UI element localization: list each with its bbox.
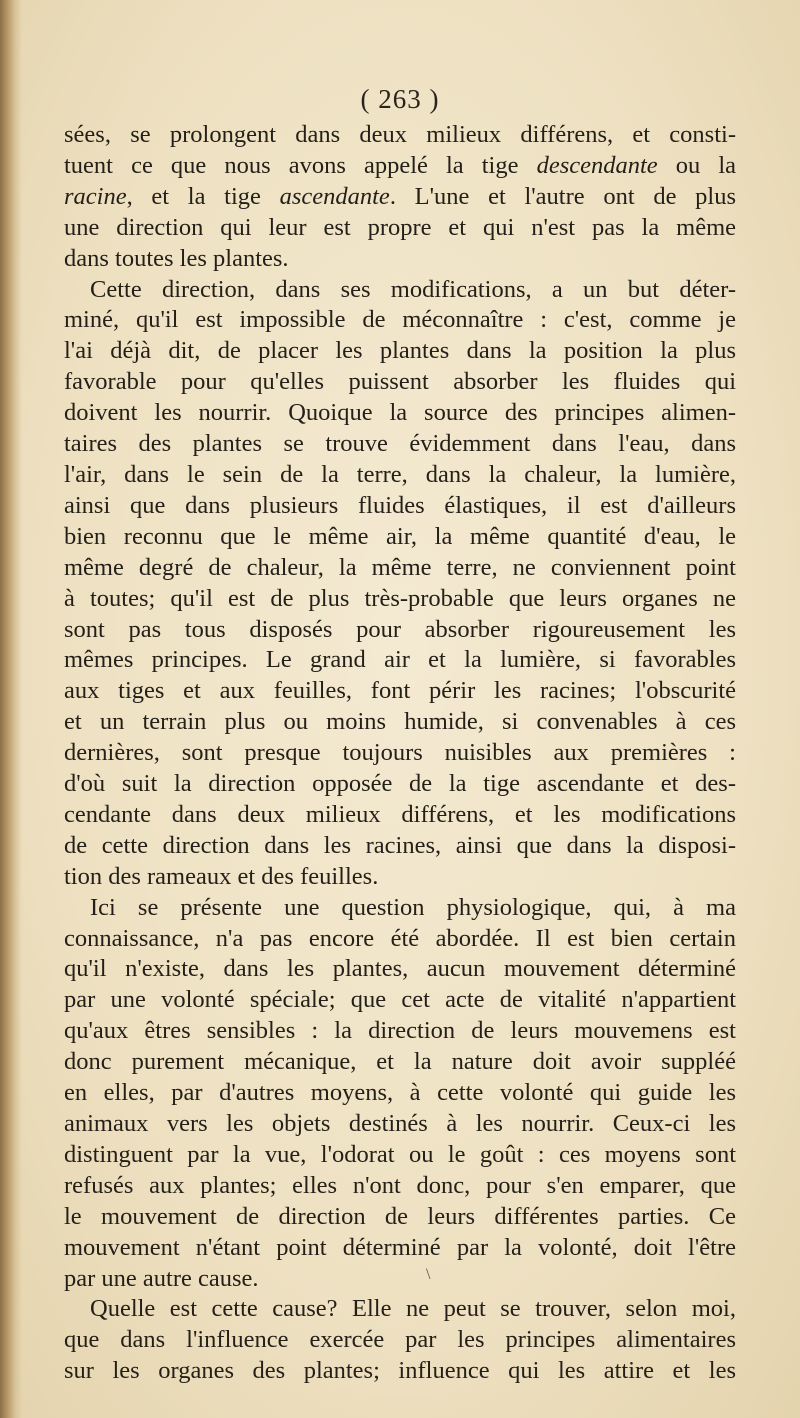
- text-span: par une volonté spéciale; que cet acte de vitalité n'appartient: [64, 986, 736, 1014]
- text-line-12: [64, 460, 736, 491]
- text-span: l'ai déjà dit, de placer les plantes dans la position la plus: [64, 337, 736, 365]
- text-span: et un terrain plus ou moins humide, si convenables à ces: [64, 708, 736, 736]
- text-span: doivent les nourrir. Quoique la source des principes alimen-: [64, 399, 736, 427]
- italic-term-ascendante: ascendante: [279, 182, 390, 210]
- text-span: bien reconnu que le même air, la même quantité d'eau, le: [64, 522, 736, 550]
- text-span: aux tiges et aux feuilles, font périr les racines; l'obscurité: [64, 677, 736, 705]
- text-line-8: [64, 336, 736, 367]
- text-span: cendante dans deux milieux différens, et les modifications: [64, 800, 736, 828]
- text-line-6: [64, 275, 736, 306]
- text-line-32: [64, 1078, 736, 1109]
- text-span: sées, se prolongent dans deux milieux différens, et consti-: [64, 121, 736, 148]
- text-span: , et la tige: [126, 182, 280, 210]
- text-line-16: [64, 584, 736, 615]
- text-line-27: [64, 924, 736, 955]
- text-span: ainsi que dans plusieurs fluides élastiques, il est d'ailleurs: [64, 491, 736, 519]
- text-span: . L'une et l'autre ont de plus: [389, 182, 736, 210]
- italic-term-descendante: descendante: [536, 151, 658, 179]
- text-line-14: [64, 522, 736, 553]
- text-line-3: [64, 182, 736, 213]
- text-span: distinguent par la vue, l'odorat ou le goût : ces moyens sont: [64, 1140, 736, 1168]
- text-line-25: [64, 862, 736, 893]
- text-span: mêmes principes. Le grand air et la lumière, si favorables: [64, 646, 736, 674]
- text-line-37: [64, 1233, 736, 1264]
- text-span: Ici se présente une question physiologique, qui, à ma: [90, 893, 736, 921]
- text-line-30: [64, 1016, 736, 1047]
- text-span: qu'aux êtres sensibles : la direction de leurs mouvemens est: [64, 1017, 736, 1045]
- text-line-31: [64, 1047, 736, 1078]
- text-span: tuent ce que nous avons appelé la tige: [64, 151, 519, 179]
- text-line-15: [64, 553, 736, 584]
- text-line-38: [64, 1264, 736, 1295]
- text-line-29: [64, 985, 736, 1016]
- text-line-13: [64, 491, 736, 522]
- page-binding-edge: [0, 0, 22, 1418]
- text-line-34: [64, 1140, 736, 1171]
- text-span: l'air, dans le sein de la terre, dans la chaleur, la lumière,: [64, 460, 736, 488]
- text-line-26: [64, 893, 736, 924]
- text-line-21: [64, 738, 736, 769]
- text-line-35: [64, 1171, 736, 1202]
- stray-ink-mark: \: [426, 1266, 431, 1283]
- text-line-40: [64, 1325, 736, 1356]
- text-line-36: [64, 1202, 736, 1233]
- text-line-2: [64, 151, 736, 182]
- text-span: Cette direction, dans ses modifications, a un but déter-: [90, 275, 736, 303]
- text-span: dans toutes les plantes.: [64, 244, 289, 272]
- text-span: le mouvement de direction de leurs différentes parties. Ce: [64, 1202, 736, 1230]
- text-span: tion des rameaux et des feuilles.: [64, 862, 379, 890]
- text-span: dernières, sont presque toujours nuisibles aux premières :: [64, 739, 736, 767]
- text-span: refusés aux plantes; elles n'ont donc, pour s'en emparer, que: [64, 1171, 736, 1199]
- body-text: [64, 120, 736, 1387]
- text-span: Quelle est cette cause? Elle ne peut se trouver, selon moi,: [90, 1295, 736, 1323]
- text-span: une direction qui leur est propre et qui n'est pas la même: [64, 213, 736, 241]
- text-line-22: [64, 769, 736, 800]
- page-number: ( 263 ): [360, 84, 440, 114]
- text-span: sur les organes des plantes; influence qui les attire et les: [64, 1357, 736, 1385]
- text-span: qu'il n'existe, dans les plantes, aucun mouvement déterminé: [64, 955, 736, 983]
- text-line-18: [64, 645, 736, 676]
- text-span: même degré de chaleur, la même terre, ne conviennent point: [64, 553, 736, 581]
- text-span: taires des plantes se trouve évidemment dans l'eau, dans: [64, 430, 736, 458]
- text-line-41: [64, 1356, 736, 1387]
- text-line-28: [64, 954, 736, 985]
- text-line-17: [64, 615, 736, 646]
- text-span: connaissance, n'a pas encore été abordée. Il est bien certain: [64, 924, 736, 952]
- text-line-5: [64, 244, 736, 275]
- text-span: d'où suit la direction opposée de la tige ascendante et des-: [64, 770, 736, 798]
- text-line-39: [64, 1294, 736, 1325]
- text-line-19: [64, 676, 736, 707]
- text-line-4: [64, 213, 736, 244]
- text-line-20: [64, 707, 736, 738]
- text-line-7: [64, 305, 736, 336]
- text-line-23: [64, 800, 736, 831]
- text-span: ou la: [657, 151, 736, 179]
- text-span: en elles, par d'autres moyens, à cette volonté qui guide les: [64, 1079, 736, 1107]
- text-span: miné, qu'il est impossible de méconnaître : c'est, comme je: [64, 306, 736, 334]
- text-span: donc purement mécanique, et la nature doit avoir suppléé: [64, 1048, 736, 1076]
- text-span: que dans l'influence exercée par les principes alimentaires: [64, 1326, 736, 1354]
- text-line-11: [64, 429, 736, 460]
- text-span: à toutes; qu'il est de plus très-probable que leurs organes ne: [64, 584, 736, 612]
- text-span: par une autre cause.: [64, 1264, 259, 1292]
- italic-term-racine: racine: [64, 182, 127, 210]
- text-span: favorable pour qu'elles puissent absorber les fluides qui: [64, 368, 736, 396]
- text-line-1: [64, 120, 736, 151]
- text-line-33: [64, 1109, 736, 1140]
- text-span: animaux vers les objets destinés à les nourrir. Ceux-ci les: [64, 1110, 736, 1137]
- text-line-24: [64, 831, 736, 862]
- text-line-10: [64, 398, 736, 429]
- text-span: mouvement n'étant point déterminé par la volonté, doit l'être: [64, 1233, 736, 1261]
- text-span: de cette direction dans les racines, ainsi que dans la disposi-: [64, 831, 736, 859]
- text-line-9: [64, 367, 736, 398]
- text-span: sont pas tous disposés pour absorber rigoureusement les: [64, 615, 736, 643]
